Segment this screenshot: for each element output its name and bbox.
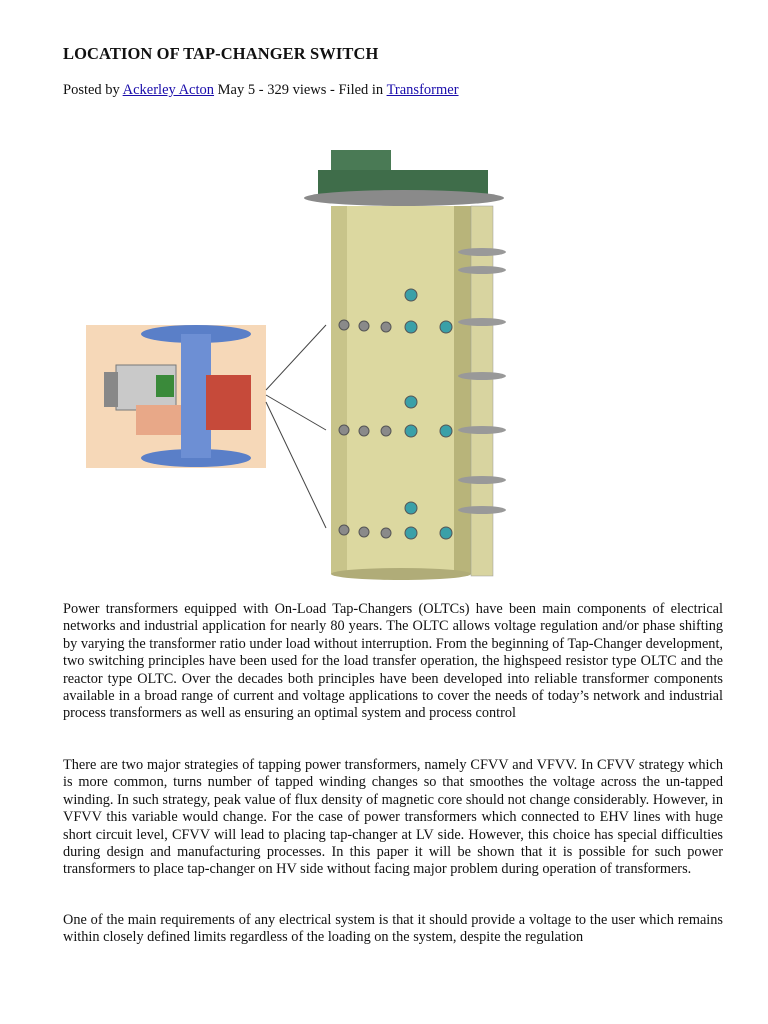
paragraph-3: One of the main requirements of any electrical system is that it should provide a voltage to the user which remains within closely defined limits regardless of the loading on the system, despite the regulation — [63, 912, 723, 946]
post-meta — [63, 82, 459, 99]
motor-drive-cap — [304, 150, 504, 206]
cylinder-body — [331, 206, 471, 580]
posted-by-label: Posted by — [63, 82, 120, 98]
page-title: LOCATION OF TAP-CHANGER SWITCH — [63, 44, 379, 63]
pointer-arrows — [266, 325, 326, 528]
category-link[interactable]: Transformer — [386, 82, 459, 98]
post-date-views: May 5 - 329 views - Filed in — [217, 82, 384, 98]
switch-detail-inset — [86, 325, 266, 468]
author-link[interactable]: Ackerley Acton — [122, 82, 215, 98]
paragraph-1: Power transformers equipped with On-Load Tap-Changers (OLTCs) have been main components of electrical networks and industrial application for nearly 80 years. The OLTC allows voltage regulation and/or phase shifting by varying the transformer ratio under load without interruption. From the beginning of Tap-Changer development, two switching principles have been used for the load transfer operation, the highspeed resistor type OLTC and the reactor type OLTC. Over the decades both principles have been developed into reliable transformer components available in a broad range of current and voltage applications to cover the needs of today’s network and industrial process transformers as well as ensuring an optimal system and process control — [63, 601, 723, 722]
paragraph-2: There are two major strategies of tapping power transformers, namely CFVV and VFVV. In CFVV strategy which is more common, turns number of tapped winding changes so that smoothes the voltage across the un-tapped winding. In such strategy, peak value of flux density of magnetic core should not change considerably. However, in VFVV this variable would change. For the case of power transformers which connected to EHV lines with huge short circuit level, CFVV will lead to placing tap-changer at LV side. However, this choice has special difficulties during design and manufacturing processes. In this paper it will be shown that it is possible for such power transformers to place tap-changer on HV side without facing major problem during operation of transformers. — [63, 757, 723, 878]
tap-changer-illustration — [86, 140, 506, 586]
